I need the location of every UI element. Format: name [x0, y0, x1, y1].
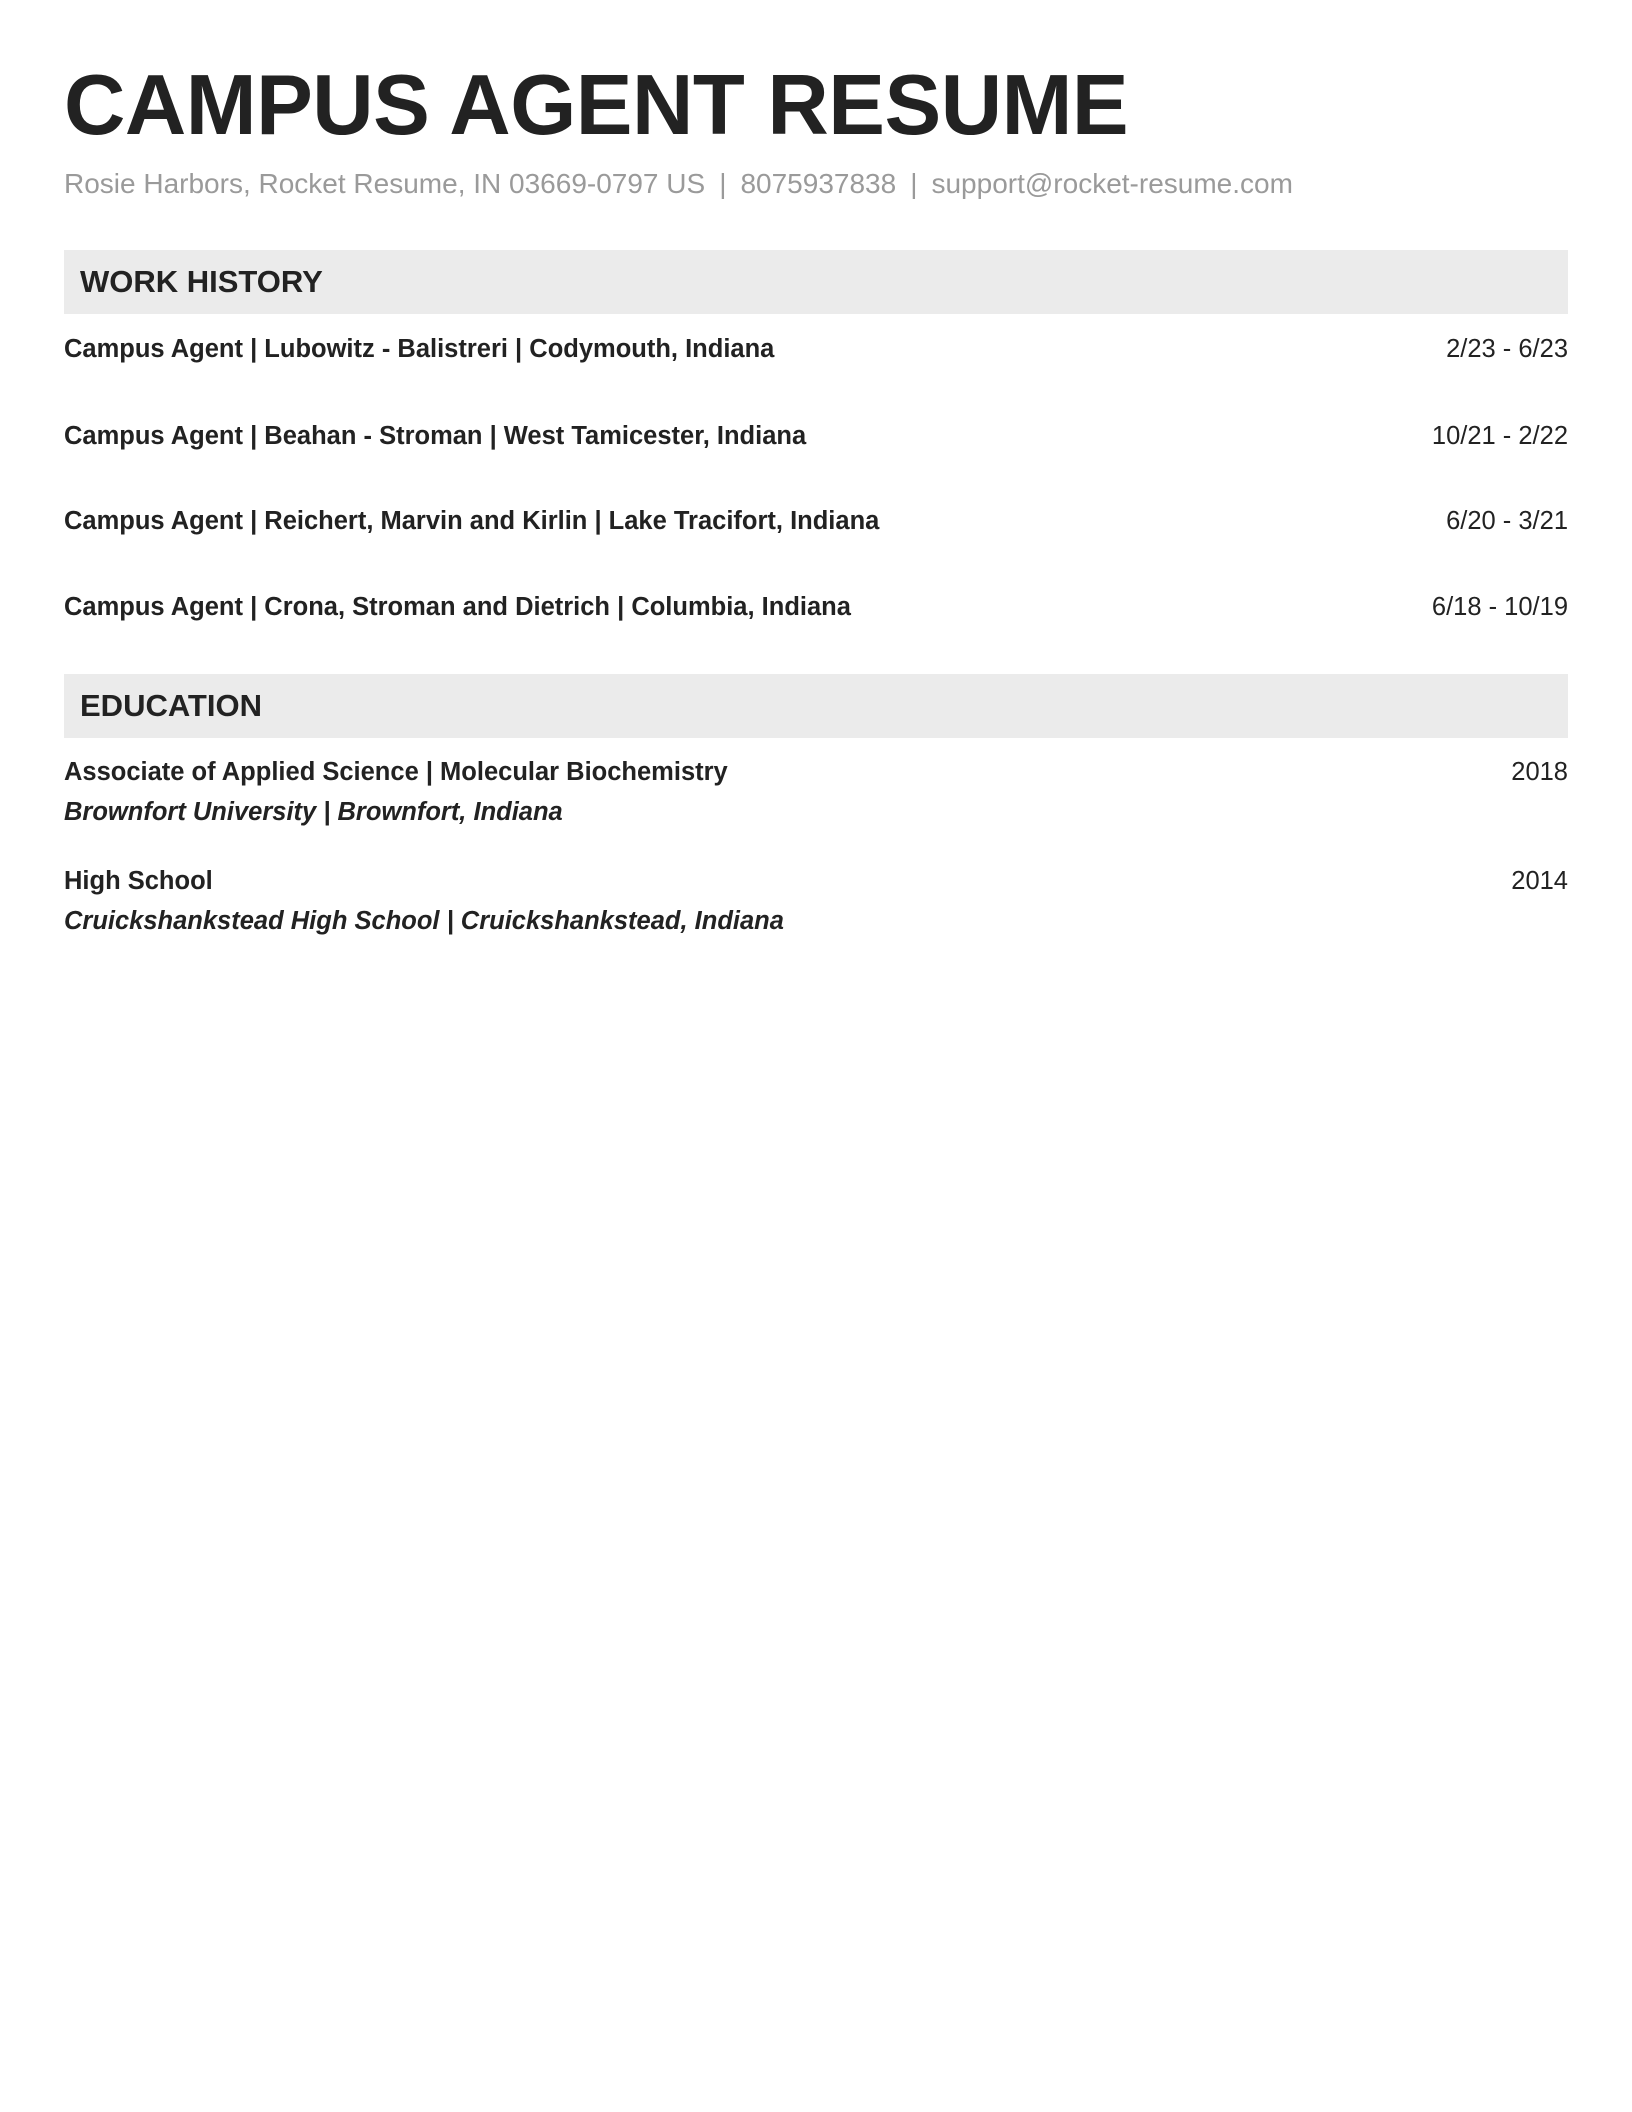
degree-title: High School — [64, 867, 213, 895]
job-title: Campus Agent | Crona, Stroman and Dietrich | Columbia, Indiana — [64, 593, 851, 621]
job-entry — [64, 501, 1568, 541]
school-name: Cruickshankstead High School | Cruickshankstead, Indiana — [64, 907, 784, 935]
job-entry — [64, 329, 1568, 369]
resume-title: CAMPUS AGENT RESUME — [64, 58, 1129, 153]
education-entry — [64, 752, 1568, 792]
job-dates: 2/23 - 6/23 — [1446, 335, 1568, 363]
job-entry — [64, 416, 1568, 456]
education-header — [64, 674, 1568, 738]
job-title: Campus Agent | Lubowitz - Balistreri | Codymouth, Indiana — [64, 335, 775, 363]
job-dates: 6/18 - 10/19 — [1431, 593, 1568, 621]
contact-line — [64, 164, 1293, 204]
work-history-heading: WORK HISTORY — [80, 264, 323, 299]
job-dates: 10/21 - 2/22 — [1431, 422, 1568, 450]
graduation-year: 2018 — [1511, 758, 1568, 786]
education-entry — [64, 861, 1568, 901]
contact-phone: 8075937838 — [740, 168, 897, 199]
contact-separator: | — [910, 168, 918, 199]
job-title: Campus Agent | Reichert, Marvin and Kirlin | Lake Tracifort, Indiana — [64, 507, 880, 535]
contact-email: support@rocket-resume.com — [931, 168, 1293, 199]
education-heading: EDUCATION — [80, 688, 262, 723]
job-dates: 6/20 - 3/21 — [1446, 507, 1568, 535]
school-name: Brownfort University | Brownfort, Indiana — [64, 798, 563, 826]
job-entry — [64, 587, 1568, 627]
graduation-year: 2014 — [1511, 867, 1568, 895]
degree-title: Associate of Applied Science | Molecular Biochemistry — [64, 758, 728, 786]
contact-address: Rosie Harbors, Rocket Resume, IN 03669-0797 US — [64, 168, 706, 199]
contact-separator: | — [719, 168, 727, 199]
work-history-header — [64, 250, 1568, 314]
job-title: Campus Agent | Beahan - Stroman | West Tamicester, Indiana — [64, 422, 807, 450]
